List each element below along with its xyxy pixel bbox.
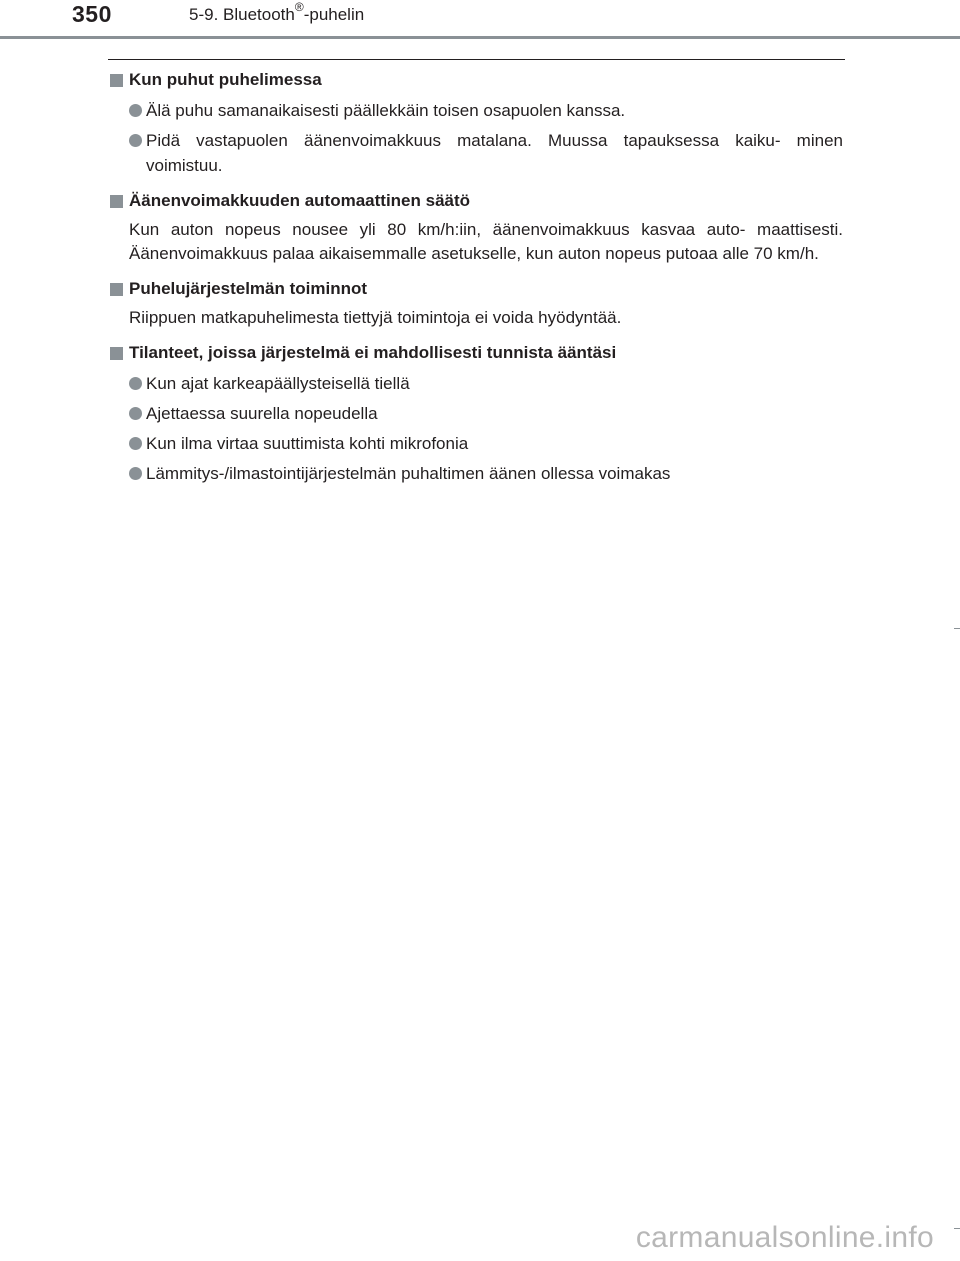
list-item [108,431,843,456]
list-item [108,401,843,426]
section-title-suffix: -puhelin [303,5,365,24]
section-auto-volume [108,188,843,266]
page-header [0,0,960,40]
section-heading [108,67,843,93]
section-heading [108,188,843,214]
heading-text: Puhelujärjestelmän toiminnot [129,279,368,298]
section-talking-on-phone [108,67,843,178]
heading-text: Äänenvoimakkuuden automaattinen säätö [129,191,471,210]
section-heading [108,340,843,366]
section-call-functions [108,276,843,330]
square-bullet-icon [110,283,123,296]
section-title [189,0,365,27]
circle-bullet-icon [129,437,142,450]
header-rule [0,36,960,39]
registered-mark: ® [294,0,304,15]
list-item [108,128,843,178]
section-paragraph: Kun auton nopeus nousee yli 80 km/h:iin, äänenvoimakkuus kasvaa auto- maattisesti. Äänenvoimakkuus palaa aikaisemmalle asetukselle, kun auton nopeus putoaa alle 70 km/h. [129,220,843,263]
list-item-text: Kun ajat karkeapäällysteisellä tiellä [146,374,410,393]
section-heading [108,276,843,302]
list-item-text: Kun ilma virtaa suuttimista kohti mikrofonia [146,434,469,453]
crop-mark [954,1228,960,1229]
list-item [108,461,843,486]
circle-bullet-icon [129,377,142,390]
square-bullet-icon [110,74,123,87]
list-item-text: Pidä vastapuolen äänenvoimakkuus matalana. Muussa tapauksessa kaiku- minen voimistuu. [146,131,843,175]
heading-text: Kun puhut puhelimessa [129,70,322,89]
section-paragraph: Riippuen matkapuhelimesta tiettyjä toimintoja ei voida hyödyntää. [129,308,622,327]
heading-text: Tilanteet, joissa järjestelmä ei mahdollisesti tunnista ääntäsi [129,343,617,362]
section-voice-recognition [108,340,843,486]
list-item [108,371,843,396]
page-content [108,64,843,486]
square-bullet-icon [110,195,123,208]
circle-bullet-icon [129,134,142,147]
content-top-rule [108,59,845,60]
watermark[interactable]: carmanualsonline.info [635,1221,934,1254]
list-item-text: Lämmitys-/ilmastointijärjestelmän puhaltimen äänen ollessa voimakas [146,464,671,483]
page-number: 350 [72,1,112,27]
circle-bullet-icon [129,467,142,480]
list-item [108,98,843,123]
square-bullet-icon [110,347,123,360]
crop-mark [954,628,960,629]
section-title-prefix: 5-9. Bluetooth [189,5,295,24]
circle-bullet-icon [129,104,142,117]
list-item-text: Älä puhu samanaikaisesti päällekkäin toisen osapuolen kanssa. [146,101,626,120]
circle-bullet-icon [129,407,142,420]
list-item-text: Ajettaessa suurella nopeudella [146,404,378,423]
